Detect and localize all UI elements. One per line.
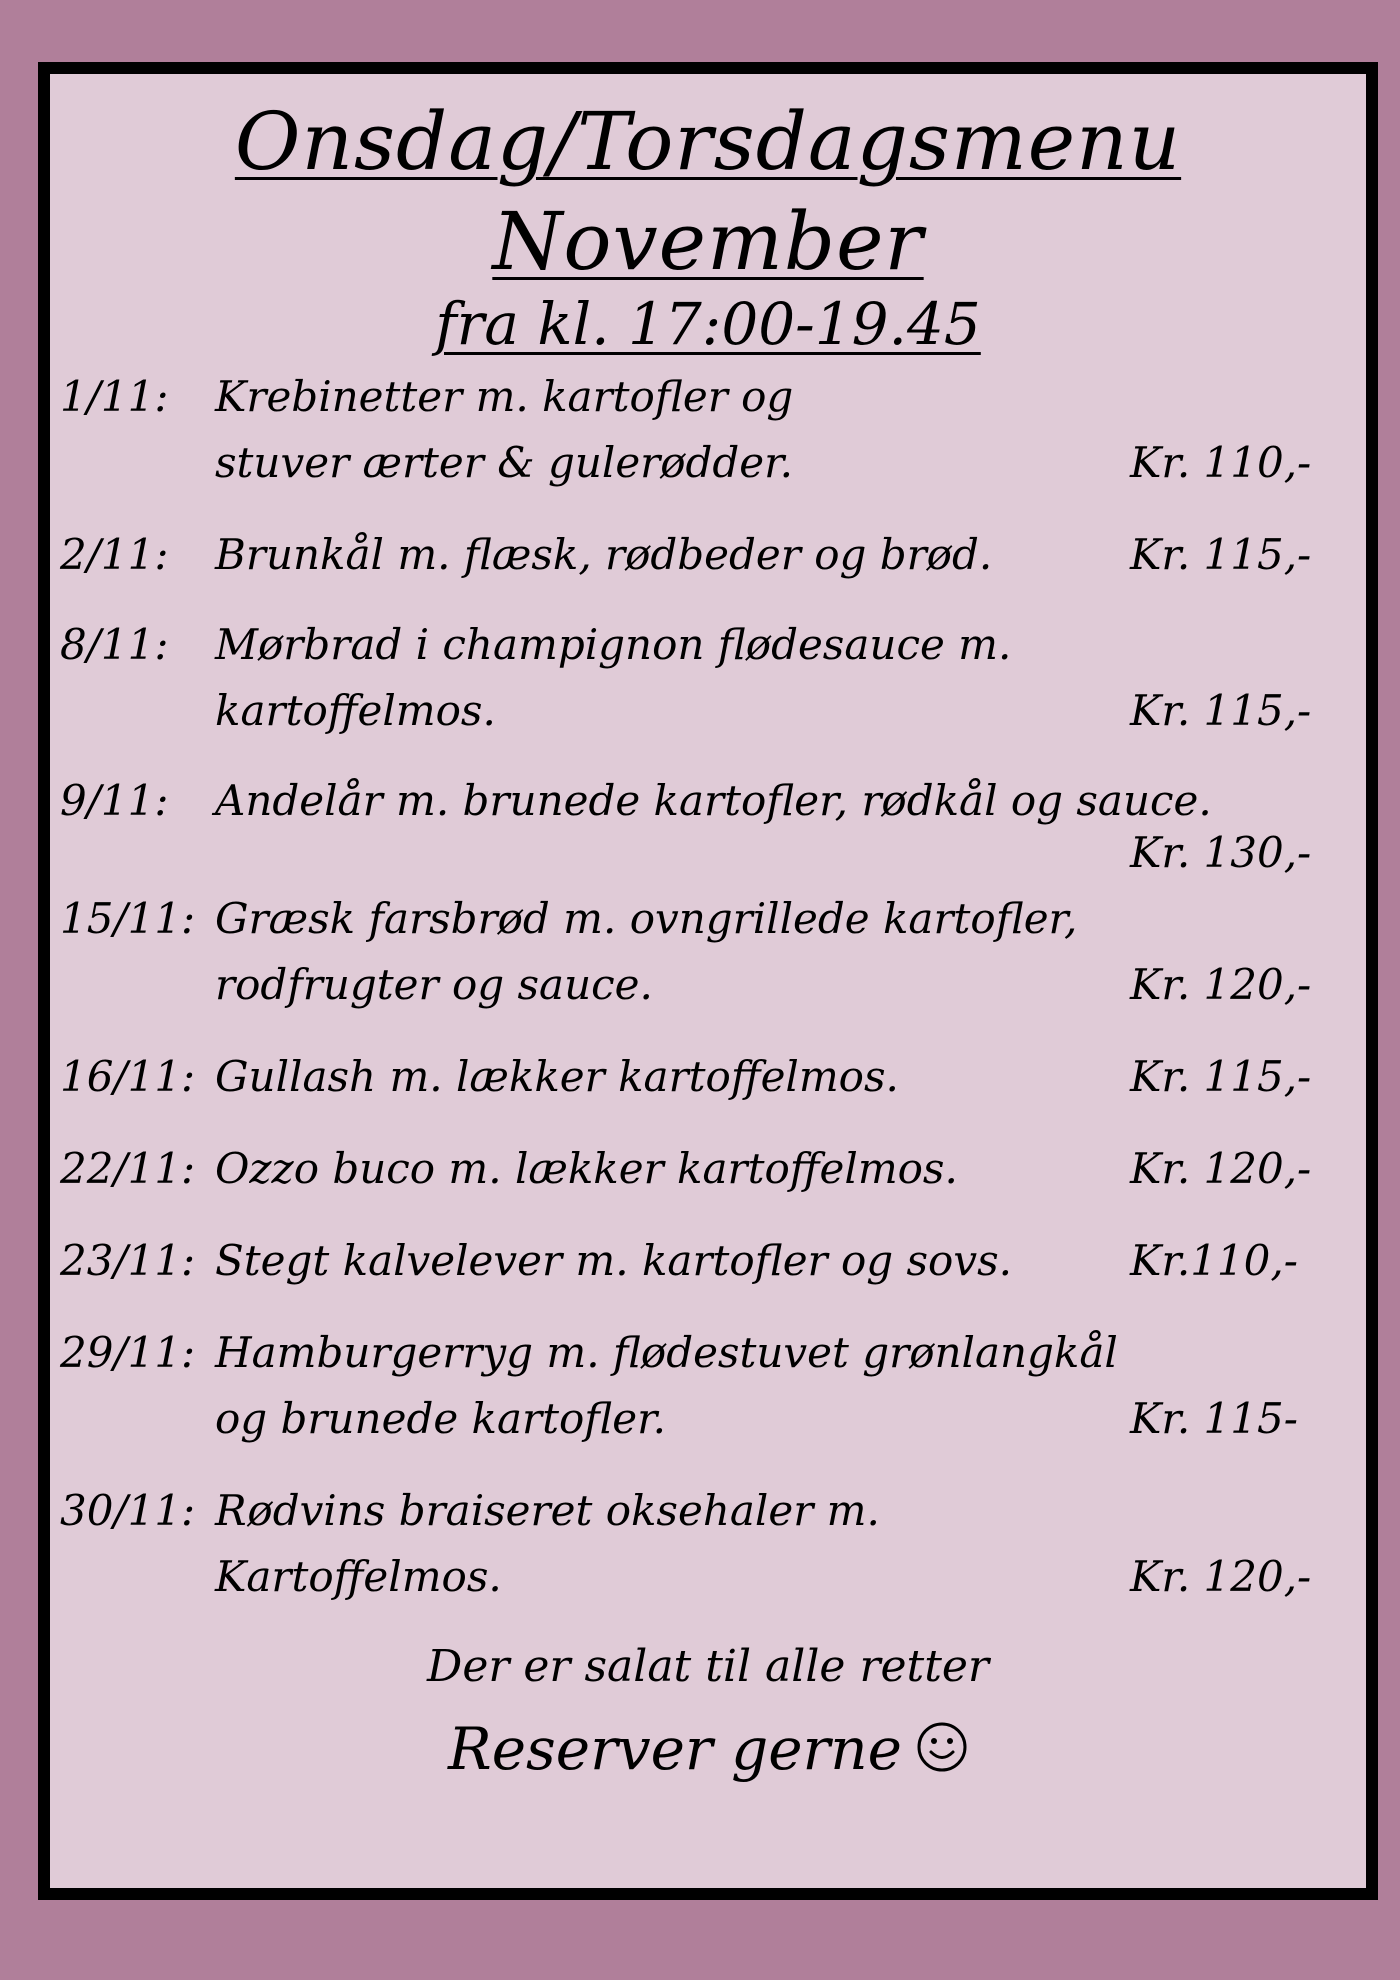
- menu-item-price: Kr. 110,-: [1130, 438, 1312, 487]
- menu-item-dish-cont: rodfrugter og sauce.: [215, 960, 653, 1009]
- menu-item-price: Kr.110,-: [1130, 1236, 1298, 1285]
- reserve-note-text: Reserver gerne: [448, 1715, 902, 1783]
- menu-item-dish: Gullash m. lækker kartoffelmos.: [215, 1052, 899, 1101]
- menu-month-text: November: [492, 195, 924, 288]
- menu-item-dish: Brunkål m. flæsk, rødbeder og brød.: [215, 530, 993, 579]
- menu-item-dish: Stegt kalvelever m. kartofler og sovs.: [215, 1236, 1012, 1285]
- menu-title-text: Onsdag/Torsdagsmenu: [234, 95, 1182, 188]
- menu-item-date: 15/11:: [60, 894, 196, 943]
- menu-item-date: 23/11:: [60, 1236, 196, 1285]
- menu-item-dish-cont: kartoffelmos.: [215, 686, 496, 735]
- menu-item-dish: Græsk farsbrød m. ovngrillede kartofler,: [215, 894, 1078, 943]
- menu-item-date: 16/11:: [60, 1052, 196, 1101]
- menu-item-price: Kr. 115,-: [1130, 686, 1312, 735]
- smiley-icon: [916, 1721, 968, 1773]
- menu-item-date: 1/11:: [60, 372, 169, 421]
- menu-month: [50, 192, 1366, 292]
- menu-hours-text: fra kl. 17:00-19.45: [435, 290, 981, 358]
- salad-note: Der er salat til alle retter: [427, 1641, 989, 1692]
- menu-item-date: 9/11:: [60, 776, 169, 825]
- menu-panel: [38, 62, 1378, 1900]
- menu-item-date: 22/11:: [60, 1144, 196, 1193]
- menu-item-dish-cont: stuver ærter & gulerødder.: [215, 438, 793, 487]
- reserve-note: [50, 1704, 1366, 1794]
- menu-item-dish: Hamburgerryg m. flødestuvet grønlangkål: [215, 1328, 1118, 1377]
- menu-item-dish: Ozzo buco m. lækker kartoffelmos.: [215, 1144, 958, 1193]
- menu-item-dish-cont: og brunede kartofler.: [215, 1394, 666, 1443]
- menu-item-date: 29/11:: [60, 1328, 196, 1377]
- menu-item-date: 30/11:: [60, 1486, 196, 1535]
- menu-item-price: Kr. 115-: [1130, 1394, 1298, 1443]
- menu-item-date: 2/11:: [60, 530, 169, 579]
- menu-item-price: Kr. 115,-: [1130, 1052, 1312, 1101]
- menu-item-price: Kr. 115,-: [1130, 530, 1312, 579]
- menu-item-price: Kr. 120,-: [1130, 960, 1312, 1009]
- menu-item-price: Kr. 120,-: [1130, 1552, 1312, 1601]
- menu-item-price: Kr. 120,-: [1130, 1144, 1312, 1193]
- menu-title: [50, 92, 1366, 192]
- menu-item-dish: Mørbrad i champignon flødesauce m.: [215, 620, 1012, 669]
- menu-item-date: 8/11:: [60, 620, 169, 669]
- menu-item-dish-cont: Kartoffelmos.: [215, 1552, 502, 1601]
- menu-item-dish: Andelår m. brunede kartofler, rødkål og sauce.: [215, 776, 1212, 825]
- menu-item-dish: Rødvins braiseret oksehaler m.: [215, 1486, 880, 1535]
- menu-item-dish: Krebinetter m. kartofler og: [215, 372, 794, 421]
- menu-hours: [50, 282, 1366, 366]
- menu-item-price: Kr. 130,-: [1130, 828, 1312, 877]
